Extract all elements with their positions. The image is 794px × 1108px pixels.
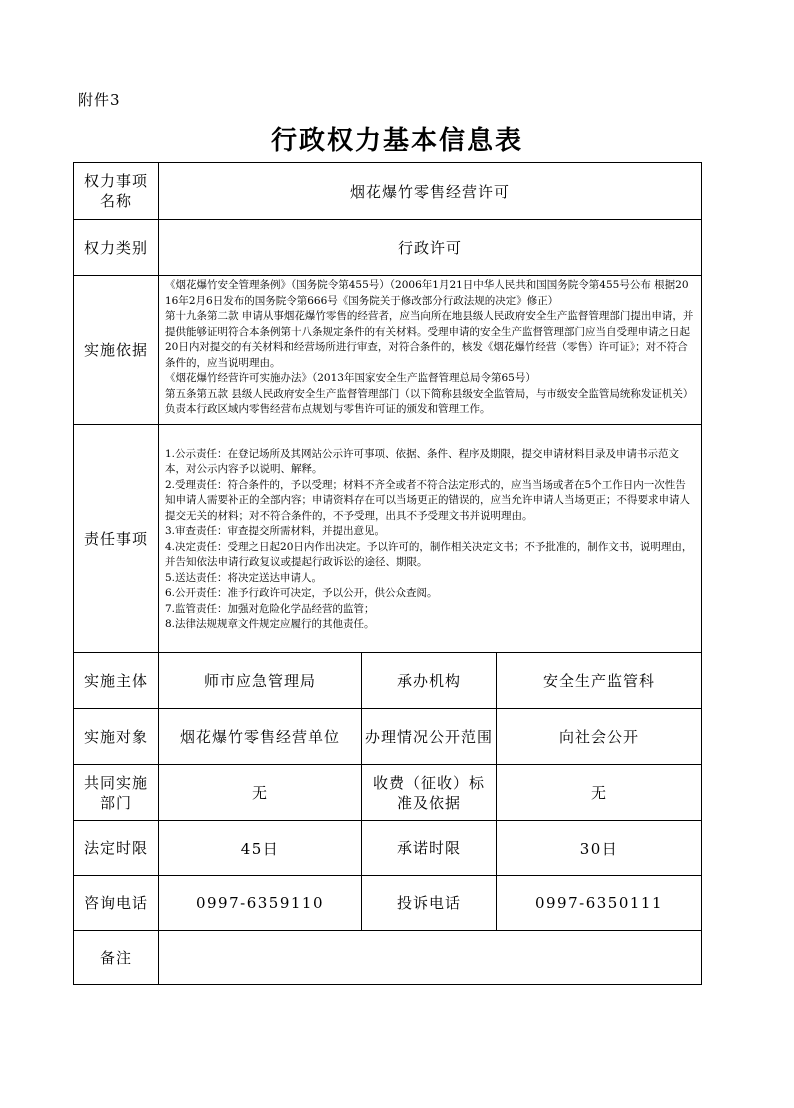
value-basis	[159, 276, 702, 425]
label-remark: 备注	[74, 931, 159, 985]
value-name: 烟花爆竹零售经营许可	[159, 163, 702, 220]
row-category	[74, 220, 702, 276]
row-basis	[74, 276, 702, 425]
responsibility-line: 7.监管责任：加强对危险化学品经营的监管；	[165, 602, 375, 615]
label-fee: 收费（征收）标准及依据	[362, 765, 497, 821]
label-legal-time: 法定时限	[74, 821, 159, 876]
value-promise-time: 30日	[497, 821, 702, 876]
value-disclosure-scope: 向社会公开	[497, 709, 702, 765]
value-subject: 师市应急管理局	[159, 653, 362, 709]
row-joint	[74, 765, 702, 821]
basis-line: 《烟花爆竹安全管理条例》（国务院令第455号）（2006年1月21日中华人民共和国国务院令第455号公布 根据2016年2月6日发布的国务院令第666号《国务院关于修改部分行政法规的决定》修正）	[165, 279, 689, 307]
row-name	[74, 163, 702, 220]
value-joint: 无	[159, 765, 362, 821]
label-joint: 共同实施部门	[74, 765, 159, 821]
row-time	[74, 821, 702, 876]
row-object	[74, 709, 702, 765]
label-agency: 承办机构	[362, 653, 497, 709]
value-legal-time: 45日	[159, 821, 362, 876]
basis-line: 第十九条第二款 申请从事烟花爆竹零售的经营者，应当向所在地县级人民政府安全生产监督管理部门提出申请，并提供能够证明符合本条例第十八条规定条件的有关材料。受理申请的安全生产监督管理部门应当自受理申请之日起20日内对提交的有关材料和经营场所进行审查，对符合条件的，核发《烟花爆竹经营（零售）许可证》；对不符合条件的，应当说明理由。	[165, 310, 694, 369]
label-promise-time: 承诺时限	[362, 821, 497, 876]
value-category: 行政许可	[159, 220, 702, 276]
row-phone	[74, 876, 702, 931]
label-name: 权力事项名称	[74, 163, 159, 220]
label-consult-phone: 咨询电话	[74, 876, 159, 931]
attachment-label: 附件3	[78, 91, 121, 109]
value-consult-phone: 0997-6359110	[159, 876, 362, 931]
value-object: 烟花爆竹零售经营单位	[159, 709, 362, 765]
row-remark	[74, 931, 702, 985]
basis-line: 第五条第五款 县级人民政府安全生产监督管理部门（以下简称县级安全监管局，与市级安全监管局统称发证机关）负责本行政区域内零售经营布点规划与零售许可证的颁发和管理工作。	[165, 387, 694, 415]
label-basis: 实施依据	[74, 276, 159, 425]
responsibility-line: 8.法律法规规章文件规定应履行的其他责任。	[165, 618, 375, 630]
info-table	[73, 162, 702, 985]
page-title: 行政权力基本信息表	[270, 126, 523, 156]
responsibility-line: 4.决定责任：受理之日起20日内作出决定。予以许可的，制作相关决定文书；不予批准的，制作文书，说明理由，并告知依法申请行政复议或提起行政诉讼的途径、期限。	[165, 540, 693, 568]
responsibility-line: 5.送达责任：将决定送达申请人。	[165, 571, 323, 584]
value-complaint-phone: 0997-6350111	[497, 876, 702, 931]
value-fee: 无	[497, 765, 702, 821]
row-subject	[74, 653, 702, 709]
value-remark	[159, 931, 702, 985]
basis-line: 《烟花爆竹经营许可实施办法》（2013年国家安全生产监督管理总局令第65号）	[165, 372, 536, 384]
responsibility-line: 3.审查责任：审查提交所需材料，并提出意见。	[165, 525, 386, 537]
responsibility-line: 6.公开责任：准予行政许可决定，予以公开，供公众查阅。	[165, 587, 438, 599]
value-responsibility	[159, 425, 702, 653]
row-responsibility	[74, 425, 702, 653]
label-complaint-phone: 投诉电话	[362, 876, 497, 931]
label-category: 权力类别	[74, 220, 159, 276]
responsibility-line: 1.公示责任：在登记场所及其网站公示许可事项、依据、条件、程序及期限，提交申请材料目录及申请书示范文本，对公示内容予以说明、解释。	[165, 447, 680, 475]
responsibility-line: 2.受理责任：符合条件的，予以受理；材料不齐全或者不符合法定形式的，应当当场或者在5个工作日内一次性告知申请人需要补正的全部内容；申请资料存在可以当场更正的错误的，应当允许申请人当场更正；不得要求申请人提交无关的材料；对不符合条件的，不予受理，出具不予受理文书并说明理由。	[165, 478, 690, 522]
label-subject: 实施主体	[74, 653, 159, 709]
label-disclosure-scope: 办理情况公开范围	[362, 709, 497, 765]
value-agency: 安全生产监管科	[497, 653, 702, 709]
label-responsibility: 责任事项	[74, 425, 159, 653]
label-object: 实施对象	[74, 709, 159, 765]
